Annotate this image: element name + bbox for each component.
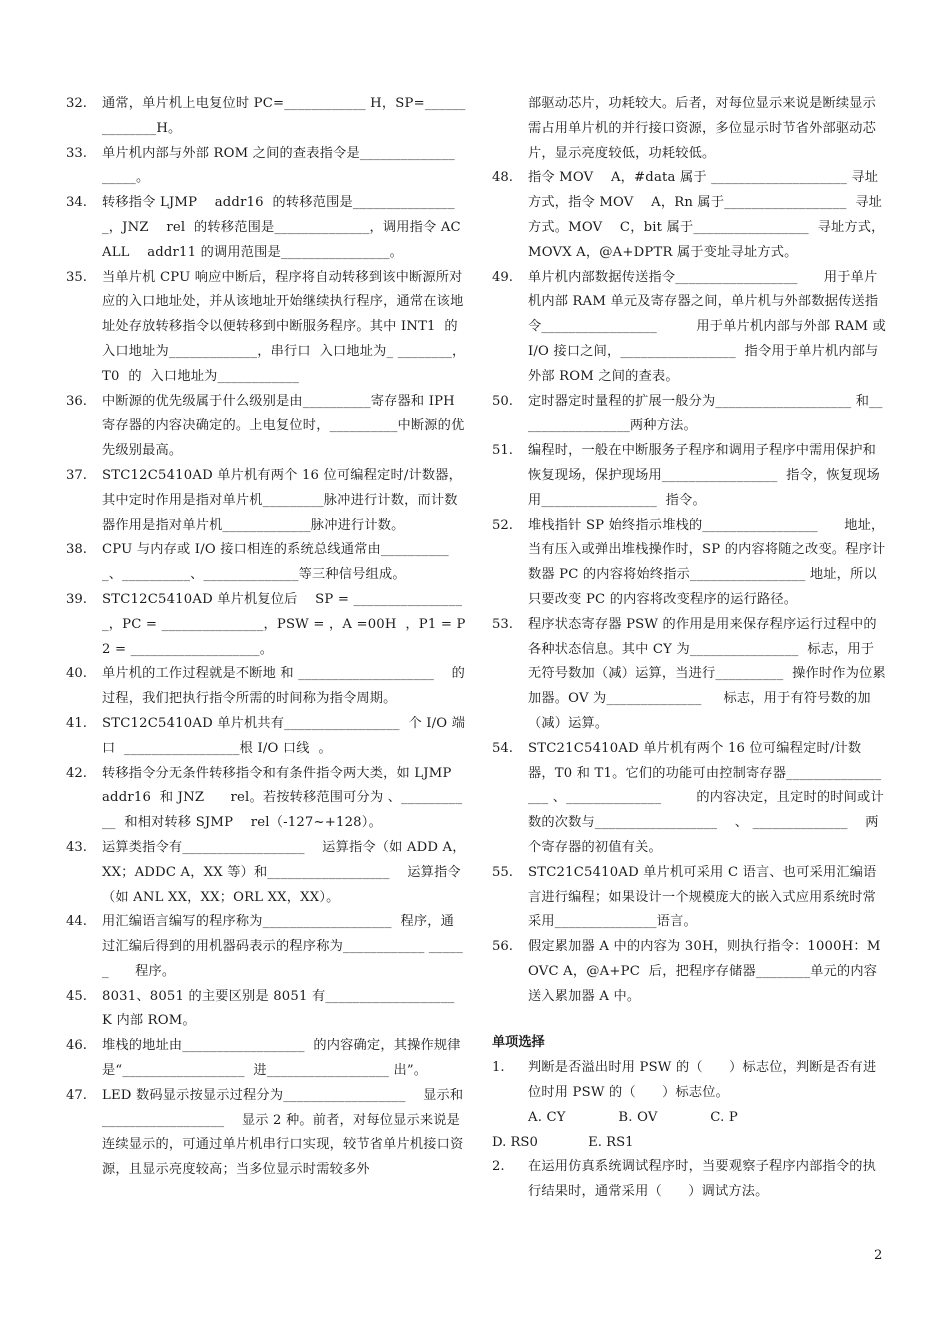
question-item bbox=[66, 985, 466, 1035]
question-number: 35. bbox=[66, 269, 87, 285]
question-text: LED 数码显示按显示过程分为__________________ 显示和__________________ 显示 2 种。前者，对每位显示来说是连续显示的，可通过单片机串行口实现，较节省单片机接口资源，且显示亮度较高；当多位显示时需较多外 bbox=[102, 1087, 464, 1178]
left-column bbox=[66, 92, 470, 1183]
question-number: 54. bbox=[492, 740, 513, 756]
question-number: 50. bbox=[492, 393, 513, 409]
question-number: 45. bbox=[66, 988, 87, 1004]
question-item bbox=[492, 166, 886, 265]
question-number: 36. bbox=[66, 393, 87, 409]
question-number: 56. bbox=[492, 939, 513, 955]
question-text: 程序状态寄存器 PSW 的作用是用来保存程序运行过程中的各种状态信息。其中 CY 为________________ 标志，用于无符号数加（减）运算，当进行__________ 操作时作为位累加器。OV 为______________ 标志，用于有符号数的加（减）运算。 bbox=[528, 616, 886, 731]
question-number: 39. bbox=[66, 591, 87, 607]
question-number: 1. bbox=[492, 1060, 505, 1076]
question-number: 38. bbox=[66, 542, 87, 558]
section-heading: 单项选择 bbox=[492, 1035, 545, 1051]
question-item bbox=[66, 142, 466, 192]
question-text: CPU 与内存或 I/O 接口相连的系统总线通常由__________ _、__________、______________等三种信号组成。 bbox=[102, 542, 454, 583]
question-text: 运算类指令有__________________ 运算指令（如 ADD A，XX；ADDC A，XX 等）和__________________ 运算指令（如 ANL XX，XX；ORL XX，XX）。 bbox=[102, 839, 466, 905]
question-item bbox=[492, 737, 886, 861]
choice-options-row-2: D. RS0 E. RS1 bbox=[492, 1134, 634, 1150]
question-number: 33. bbox=[66, 145, 87, 161]
question-number: 42. bbox=[66, 765, 87, 781]
question-number: 40. bbox=[66, 666, 87, 682]
page-number: 2 bbox=[874, 1248, 883, 1263]
question-number: 53. bbox=[492, 616, 513, 632]
question-text: 定时器定时量程的扩展一般分为____________________ 和_________________两种方法。 bbox=[528, 393, 883, 434]
question-text: 单片机的工作过程就是不断地 和 ____________________ 的过程，我们把执行指令所需的时间称为指令周期。 bbox=[102, 666, 466, 707]
question-item bbox=[66, 266, 466, 390]
question-text: 堆栈指针 SP 始终指示堆栈的_________________ 地址，当有压入或弹出堆栈操作时，SP 的内容将随之改变。程序计数器 PC 的内容将始终指示_________________ 地址，所以只要改变 PC 的内容将改变程序的运行路径。 bbox=[528, 517, 886, 607]
question-item bbox=[492, 266, 891, 390]
question-number: 48. bbox=[492, 170, 513, 186]
choice-options: A. CY B. OV C. P bbox=[528, 1109, 738, 1125]
question-text: 通常，单片机上电复位时 PC=____________ H，SP=______________H。 bbox=[102, 96, 466, 136]
question-item bbox=[492, 935, 886, 1009]
question-item bbox=[492, 514, 886, 613]
question-text: STC21C5410AD 单片机有两个 16 位可编程定时/计数器，T0 和 T1。它们的功能可由控制寄存器_________________ 、______________ 的内容决定，且定时的时间或计数的次数与__________________ 、 ______________ 两个寄存器的初值有关。 bbox=[528, 740, 884, 855]
question-item bbox=[492, 390, 886, 440]
question-number: 44. bbox=[66, 914, 87, 930]
question-item bbox=[66, 1034, 466, 1084]
question-item bbox=[66, 588, 466, 662]
question-number: 55. bbox=[492, 864, 513, 880]
question-text: 假定累加器 A 中的内容为 30H，则执行指令：1000H：MOVC A，@A+PC 后，把程序存储器________单元的内容送入累加器 A 中。 bbox=[528, 939, 881, 1004]
question-number: 51. bbox=[492, 443, 513, 459]
question-item bbox=[66, 390, 466, 464]
question-number: 32. bbox=[66, 96, 87, 111]
question-item bbox=[66, 762, 470, 836]
question-text: 中断源的优先级属于什么级别是由__________寄存器和 IPH 寄存器的内容决确定的。上电复位时，__________中断源的优先级别最高。 bbox=[102, 393, 465, 459]
question-number: 47. bbox=[66, 1087, 87, 1103]
question-item bbox=[492, 1155, 886, 1205]
question-item bbox=[66, 662, 466, 712]
question-number: 46. bbox=[66, 1038, 87, 1054]
question-text: STC12C5410AD 单片机复位后 SP = _________________，PC = _______________，PSW = ，A =00H ，P1 = P2 = ___________________。 bbox=[102, 591, 466, 657]
question-item bbox=[492, 1056, 886, 1106]
question-47-continuation bbox=[492, 92, 886, 166]
question-item bbox=[66, 910, 466, 984]
question-number: 43. bbox=[66, 839, 87, 855]
right-column bbox=[492, 92, 891, 1205]
question-number: 2. bbox=[492, 1159, 505, 1175]
question-text: 部驱动芯片，功耗较大。后者，对每位显示来说是断续显示需占用单片机的并行接口资源，多位显示时节省外部驱动芯片，显示亮度较低，功耗较低。 bbox=[528, 96, 877, 161]
question-item bbox=[66, 191, 466, 265]
question-item bbox=[66, 464, 466, 538]
question-number: 52. bbox=[492, 517, 513, 533]
question-text: 转移指令分无条件转移指令和有条件指令两大类，如 LJMP addr16 和 JNZ rel。若按转移范围可分为 、___________ 和相对转移 SJMP rel（-127~+128）。 bbox=[102, 765, 470, 831]
choice-options-row-1 bbox=[492, 1106, 886, 1131]
question-item bbox=[492, 439, 886, 513]
question-number: 37. bbox=[66, 467, 87, 483]
question-text: 堆栈的地址由__________________ 的内容确定，其操作规律是“__________________ 进__________________ 出”。 bbox=[102, 1038, 461, 1079]
question-item bbox=[66, 712, 466, 762]
question-item bbox=[66, 1084, 466, 1183]
question-text: 在运用仿真系统调试程序时，当要观察子程序内部指令的执行结果时，通常采用（ ）调试方法。 bbox=[528, 1159, 877, 1200]
question-text: 编程时，一般在中断服务子程序和调用子程序中需用保护和恢复现场，保护现场用_________________ 指令，恢复现场用_________________ 指令。 bbox=[528, 443, 880, 508]
question-number: 41. bbox=[66, 715, 87, 731]
question-item bbox=[492, 861, 886, 935]
question-text: 当单片机 CPU 响应中断后，程序将自动转移到该中断源所对应的入口地址处，并从该地址开始继续执行程序，通常在该地址处存放转移指令以便转移到中断服务程序。其中 INT1 的入口地址为_____________，串行口 入口地址为_ ________，T0 的 入口地址为____________ bbox=[102, 269, 466, 384]
question-text: 单片机内部与外部 ROM 之间的查表指令是______________ _____。 bbox=[102, 145, 460, 186]
question-text: 单片机内部数据传送指令__________________ 用于单片机内部 RAM 单元及寄存器之间，单片机与外部数据传送指令_________________ 用于单片机内部与外部 RAM 或 I/O 接口之间，_________________ 指令用于单片机内部与外部 ROM 之间的查表。 bbox=[528, 269, 891, 384]
question-text: 用汇编语言编写的程序称为___________________ 程序，通过汇编后得到的用机器码表示的程序称为____________ ______ 程序。 bbox=[102, 914, 463, 979]
question-text: STC12C5410AD 单片机共有_________________ 个 I/O 端口 _________________根 I/O 口线 。 bbox=[102, 715, 466, 756]
question-text: 判断是否溢出时用 PSW 的（ ）标志位，判断是否有进位时用 PSW 的（ ）标志位。 bbox=[528, 1060, 877, 1101]
question-text: 指令 MOV A，#data 属于 ____________________ 寻址方式，指令 MOV A，Rn 属于__________________ 寻址方式。MOV C，bit 属于_________________ 寻址方式，MOVX A，@A+DPTR 属于变址寻址方式。 bbox=[528, 170, 885, 260]
question-item bbox=[66, 92, 466, 142]
question-text: 8031、8051 的主要区别是 8051 有___________________ K 内部 ROM。 bbox=[102, 988, 459, 1029]
question-item bbox=[66, 836, 466, 910]
question-text: 转移指令 LJMP addr16 的转移范围是________________，JNZ rel 的转移范围是______________，调用指令 ACALL addr11 的调用范围是________________。 bbox=[102, 195, 461, 260]
question-item bbox=[492, 613, 886, 737]
question-text: STC21C5410AD 单片机可采用 C 语言、也可采用汇编语言进行编程；如果设计一个规模庞大的嵌入式应用系统时常采用_______________语言。 bbox=[528, 864, 877, 930]
question-number: 34. bbox=[66, 195, 87, 211]
question-text: STC12C5410AD 单片机有两个 16 位可编程定时/计数器，其中定时作用是指对单片机_________脉冲进行计数，而计数器作用是指对单片机_____________脉冲进行计数。 bbox=[102, 467, 463, 533]
question-item bbox=[66, 538, 466, 588]
question-number: 49. bbox=[492, 269, 513, 285]
